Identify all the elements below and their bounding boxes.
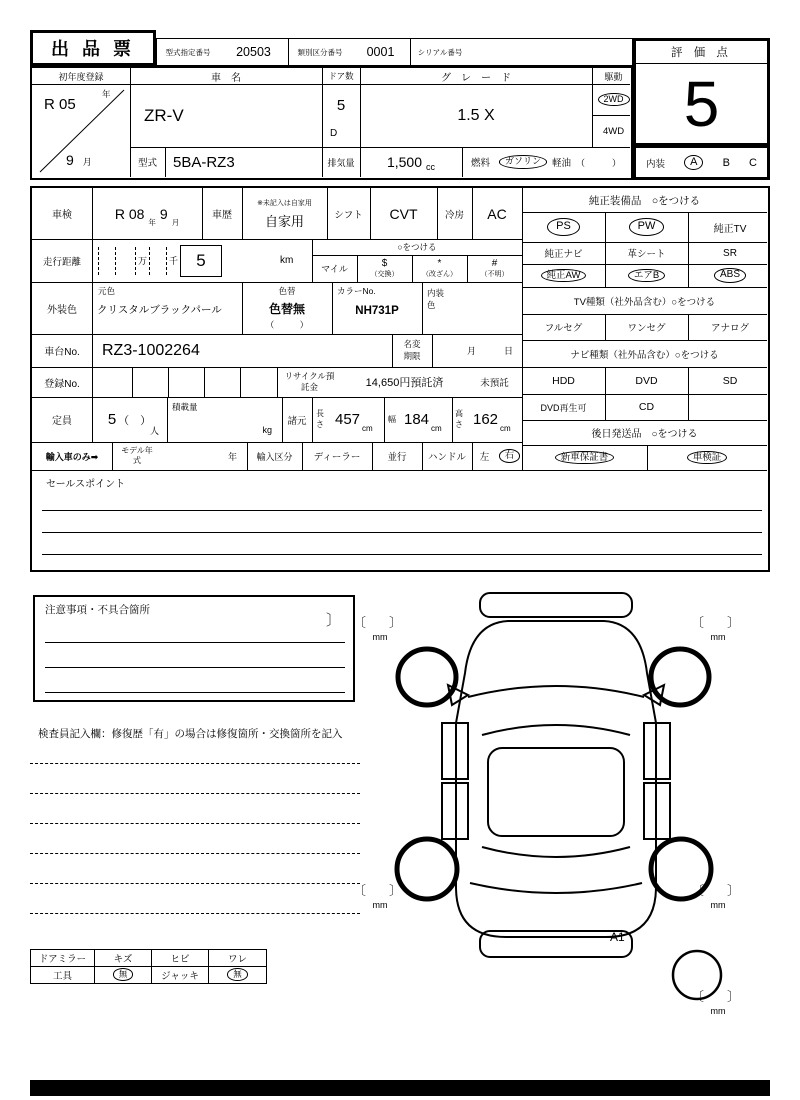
notes-line — [45, 642, 345, 643]
equip-airbag-cell — [605, 264, 688, 287]
equip-pw-cell — [605, 212, 688, 242]
rear-window-top — [482, 847, 630, 857]
car-name-value: ZR-V — [144, 105, 184, 125]
mm-marker-front-left — [353, 615, 408, 643]
drive-2wd: 2WD — [598, 93, 630, 106]
capacity-label: 定員 — [52, 416, 72, 427]
odometer-box — [118, 247, 136, 275]
score-box — [633, 38, 770, 146]
spec-height-cell — [452, 397, 522, 442]
mile-label: マイル — [321, 264, 348, 274]
front-right-wheel — [651, 649, 709, 705]
equip-airbag: エアB — [628, 269, 665, 283]
doors-value: 5 — [336, 96, 346, 114]
recolor-value: 色替無 — [268, 301, 305, 316]
bracket-pair: 〔 〕 — [353, 883, 408, 898]
odometer-cells — [92, 239, 312, 282]
tool-none-cell — [95, 967, 152, 984]
mark-symbol: * — [437, 258, 442, 269]
color-no-value: NH731P — [355, 305, 399, 317]
load-cell — [167, 397, 282, 442]
scratch-label: キズ — [95, 950, 152, 967]
width-unit: cm — [431, 424, 442, 433]
mm-unit: mm — [710, 900, 726, 911]
recolor-paren: （ ） — [265, 320, 309, 330]
genuine-equip-header: 純正装備品 ○をつける — [588, 194, 701, 207]
navi-type-header: ナビ種類（社外品含む）○をつける — [570, 349, 719, 361]
displacement-value: 1,500 — [386, 154, 423, 170]
mm-marker-spare — [691, 989, 746, 1017]
name-change-day: 日 — [504, 346, 514, 356]
recolor-label: 色替 — [278, 286, 296, 296]
equip-leather: 革シート — [627, 249, 666, 260]
capacity-value: 5 — [107, 411, 117, 428]
shaken-value — [92, 188, 202, 239]
load-unit: kg — [262, 425, 272, 435]
equip-sr: SR — [723, 247, 737, 259]
tv-oneseg: ワンセグ — [627, 323, 666, 334]
car-name-label: 車 名 — [211, 72, 241, 84]
model-year-label: モデル年式 — [121, 445, 153, 465]
equip-pw: PW — [629, 218, 665, 236]
grade-value: 1.5 X — [457, 106, 495, 124]
name-change-date — [432, 334, 522, 367]
first-reg-month: 9 — [66, 152, 74, 168]
shift-label: シフト — [334, 209, 363, 221]
interior-grade-a: A — [684, 155, 703, 171]
jack-none: 無 — [227, 968, 248, 981]
warranty-book-cell — [522, 445, 647, 470]
notes-bracket: 〕 — [325, 612, 341, 629]
class-division-value: 0001 — [351, 39, 411, 65]
handle-right: 右 — [499, 449, 521, 463]
navi-hdd: HDD — [552, 374, 575, 387]
diagram-code: A1 — [610, 930, 625, 944]
mirror-tool-table — [30, 949, 267, 984]
recycle-alt: 未預託 — [480, 378, 509, 389]
mileage-label: 走行距離 — [42, 256, 81, 268]
interior-grade-b: B — [722, 156, 730, 169]
handle-label: ハンドル — [427, 452, 466, 463]
height-label: 高さ — [455, 409, 463, 429]
capacity-paren: （ ） — [118, 414, 152, 427]
serial-label: シリアル番号 — [417, 47, 463, 57]
break-label: ワレ — [209, 950, 266, 967]
mark-tampered-cell — [412, 255, 467, 282]
drive-label: 駆動 — [604, 71, 623, 82]
doors-label: ドア数 — [328, 71, 354, 81]
history-label: 車歴 — [212, 210, 232, 221]
equip-abs: ABS — [714, 268, 746, 283]
circle-mark-header: ○をつける — [397, 242, 437, 252]
spec-length-cell — [312, 397, 384, 442]
mark-caption: （改ざん） — [422, 271, 457, 278]
mm-marker-rear-right — [691, 883, 746, 911]
interior-grade-c: C — [749, 156, 757, 169]
cooling-label: 冷房 — [444, 209, 464, 221]
model-year-label-cell — [112, 442, 162, 470]
doors-suffix: D — [330, 128, 338, 139]
vehicle-info-table — [30, 66, 633, 180]
notes-line — [45, 692, 345, 693]
height-unit: cm — [500, 424, 511, 433]
mark-symbol: # — [491, 258, 498, 269]
recycle-label-cell — [277, 367, 342, 397]
fuel-label: 燃料 — [470, 158, 490, 169]
drive-4wd: 4WD — [602, 125, 625, 137]
model-designation-label: 型式指定番号 — [165, 47, 211, 57]
bracket-pair: 〔 〕 — [691, 883, 746, 898]
score-label: 評 価 点 — [636, 41, 767, 64]
front-bumper — [480, 593, 632, 617]
sales-point-label: セールスポイント — [46, 479, 126, 490]
tv-fullseg: フルセグ — [544, 323, 583, 334]
inspector-note: 検査員記入欄：修復歴「有」の場合は修復箇所・交換箇所を記入 — [38, 728, 343, 740]
length-unit: cm — [362, 424, 373, 433]
first-reg-era: R 05 — [44, 96, 76, 113]
mark-exchange-cell — [357, 255, 412, 282]
mileage-value: 5 — [180, 245, 222, 277]
history-note: ※未記入は自家用 — [257, 199, 312, 207]
notes-box — [33, 595, 355, 702]
model-code-value: 5BA-RZ3 — [173, 153, 235, 171]
windshield-top — [468, 686, 644, 697]
mm-marker-rear-left — [353, 883, 408, 911]
mark-unknown-cell — [467, 255, 522, 282]
bottom-black-bar — [30, 1080, 770, 1096]
equip-tv: 純正TV — [713, 223, 747, 235]
rear-window-bottom — [470, 883, 642, 893]
mm-unit: mm — [372, 900, 388, 911]
crack-label: ヒビ — [152, 950, 209, 967]
mm-marker-front-right — [691, 615, 746, 643]
ext-color-label: 外装色 — [47, 304, 77, 316]
shaken-era: R 08 — [114, 205, 145, 222]
model-year-unit: 年 — [227, 451, 237, 462]
equip-ps: PS — [547, 218, 580, 236]
navi-dvd: DVD — [635, 374, 658, 387]
warranty-book: 新車保証書 — [555, 451, 615, 465]
shaken-month-unit: 月 — [171, 218, 180, 227]
name-change-label: 名変期限 — [403, 339, 421, 361]
model-designation-value: 20503 — [219, 39, 289, 65]
orig-color-label: 元色 — [98, 286, 116, 296]
import-only-label: 輸入車のみ➡ — [45, 451, 99, 462]
navi-dvd-play: DVD再生可 — [540, 402, 587, 413]
spec-width-cell — [384, 397, 452, 442]
equip-aw-cell — [522, 264, 605, 287]
name-change-month: 月 — [467, 346, 477, 356]
first-reg-month-wrap — [66, 152, 92, 168]
displacement-cell — [360, 147, 462, 177]
class-division-label: 類別区分番号 — [297, 47, 343, 57]
displacement-unit: cc — [426, 162, 436, 172]
history-value: 自家用 — [264, 213, 304, 229]
first-reg-month-unit: 月 — [82, 157, 92, 167]
serial-value — [469, 39, 632, 65]
spec-label: 諸元 — [287, 415, 307, 427]
int-color-label: 内装色 — [427, 288, 445, 310]
equip-aw: 純正AW — [541, 269, 587, 283]
inspection-cert: 車検証 — [687, 451, 728, 465]
fuel-gasoline: ガソリン — [499, 155, 547, 168]
notes-label: 注意事項・不具合箇所 — [45, 604, 150, 616]
jack-label: ジャッキ — [152, 967, 209, 984]
orig-color-value: クリスタルブラックパール — [97, 304, 222, 316]
shaken-year-unit: 年 — [148, 218, 156, 227]
bracket-pair: 〔 〕 — [691, 615, 746, 630]
import-class-label: 輸入区分 — [256, 451, 293, 462]
sheet-title: 出 品 票 — [30, 30, 156, 66]
mark-caption: （不明） — [480, 271, 509, 278]
drive-2wd-cell — [592, 84, 635, 115]
mirror-label: ドアミラー — [31, 950, 95, 967]
name-change-label-cell — [392, 334, 432, 367]
bracket-pair: 〔 〕 — [353, 615, 408, 630]
mark-caption: （交換） — [370, 271, 399, 278]
shaken-label: 車検 — [52, 210, 72, 221]
inspection-cert-cell — [647, 445, 767, 470]
model-code-label: 型式 — [137, 158, 157, 169]
mm-unit: mm — [372, 632, 388, 643]
import-parallel: 並行 — [387, 452, 407, 463]
tv-analog: アナログ — [710, 323, 749, 334]
shaken-month: 9 — [159, 205, 168, 222]
shift-value: CVT — [389, 205, 418, 222]
capacity-cell — [92, 397, 167, 442]
notes-line — [45, 667, 345, 668]
chassis-label: 車台No. — [44, 347, 80, 358]
height-value: 162 — [473, 411, 499, 428]
mm-unit: mm — [710, 1006, 726, 1017]
fuel-cell — [499, 147, 635, 177]
displacement-label: 排気量 — [327, 157, 355, 168]
car-diagram — [360, 585, 740, 1015]
length-value: 457 — [335, 411, 361, 428]
tool-label: 工具 — [31, 967, 95, 984]
recycle-label: リサイクル預託金 — [284, 371, 335, 392]
main-table — [30, 186, 770, 572]
odometer-box — [149, 247, 167, 275]
first-reg-year-unit: 年 — [102, 89, 111, 99]
handle-left: 左 — [479, 452, 490, 463]
windshield-bottom — [482, 725, 630, 735]
import-dealer: ディーラー — [313, 452, 361, 463]
tool-none: 無 — [113, 968, 134, 981]
mark-symbol: $ — [381, 258, 388, 269]
odometer-box — [98, 247, 116, 275]
navi-cd: CD — [638, 401, 655, 413]
score-value: 5 — [683, 67, 720, 140]
equip-ps-cell — [522, 212, 605, 242]
fuel-paren: （ ） — [576, 157, 622, 168]
fuel-diesel: 軽油 — [552, 158, 572, 169]
grade-label: グ レ ー ド — [441, 72, 511, 84]
recycle-value: 14,650円預託済 — [365, 377, 444, 389]
length-label: 長さ — [316, 409, 324, 429]
km-unit: km — [280, 255, 294, 266]
cooling-value: AC — [487, 205, 507, 222]
navi-sd: SD — [722, 374, 738, 387]
header-number-strip — [156, 38, 633, 66]
capacity-unit: 人 — [149, 426, 159, 436]
width-label: 幅 — [388, 415, 396, 424]
registration-label: 登録No. — [44, 378, 80, 390]
equip-navi: 純正ナビ — [544, 249, 583, 260]
man-unit: 万 — [138, 256, 148, 266]
width-value: 184 — [404, 411, 430, 428]
interior-grade-box — [633, 145, 770, 180]
mm-unit: mm — [710, 632, 726, 643]
equip-abs-cell — [688, 264, 772, 287]
later-ship-header: 後日発送品 ○をつける — [591, 429, 698, 440]
sen-unit: 千 — [169, 256, 179, 266]
interior-label: 内装 — [646, 158, 666, 170]
color-no-label: カラーNo. — [337, 286, 376, 296]
chassis-value: RZ3-1002264 — [102, 341, 200, 359]
load-label: 積載量 — [172, 402, 198, 412]
jack-none-cell — [209, 967, 266, 984]
handle-right-cell — [497, 442, 522, 470]
history-cell — [242, 188, 327, 239]
first-reg-label: 初年度登録 — [58, 71, 104, 82]
tv-type-header: TV種類（社外品含む）○をつける — [573, 296, 716, 308]
roof-panel — [488, 748, 624, 836]
bracket-pair: 〔 〕 — [691, 989, 746, 1004]
car-body — [456, 621, 656, 937]
front-left-wheel — [398, 649, 456, 705]
